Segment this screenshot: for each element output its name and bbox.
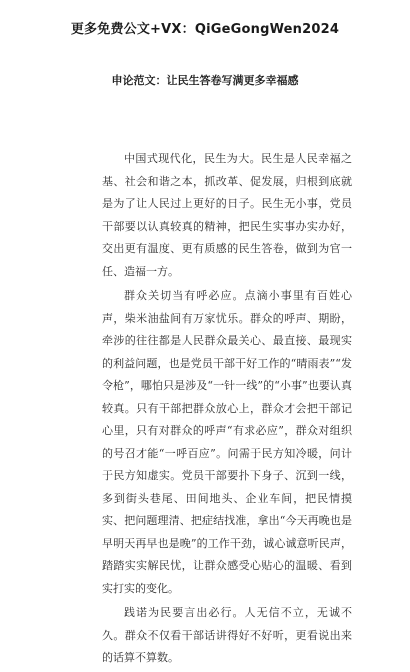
paragraph: 践诺为民要言出必行。人无信不立，无诚不久。群众不仅看干部话讲得好不好听，更看说出来的话算不算数。 [102, 606, 352, 664]
document-title: 申论范文：让民生答卷写满更多幸福感 [111, 74, 299, 87]
paragraph: 群众关切当有呼必应。点滴小事里有百姓心声，柴米油盐间有万家忧乐。群众的呼声、期盼，牵涉的往往都是人民群众最关心、最直接、最现实的利益问题，也是党员干部干好工作的“晴雨表”“发令枪”，哪怕只是涉及“一针一线”的“小事”也要认真较真。只有干部把群众放心上，群众才会把干部记心里，只有对群众的呼声“有求必应”，群众对组织的号召才能“一呼百应”。问需于民方知冷暖，问计于民方知虚实。党员干部要扑下身子、沉到一线，多到街头巷尾、田间地头、企业车间，把民情摸实、把问题理清、把症结找准，拿出“今天再晚也是早明天再早也是晚”的工作干劲，诚心诚意听民声，踏踏实实解民忧，让群众感受心贴心的温暖、看到实打实的变化。 [102, 289, 352, 595]
paragraph: 中国式现代化，民生为大。民生是人民幸福之基、社会和谐之本，抓改革、促发展，归根到底就是为了让人民过上更好的日子。民生无小事，党员干部要以认真较真的精神，把民生实事办实办好，交出更有温度、更有质感的民生答卷，做到为官一任、造福一方。 [102, 152, 352, 278]
document-body [102, 148, 352, 672]
promo-header: 更多免费公文+VX：QiGeGongWen2024 [70, 22, 340, 37]
